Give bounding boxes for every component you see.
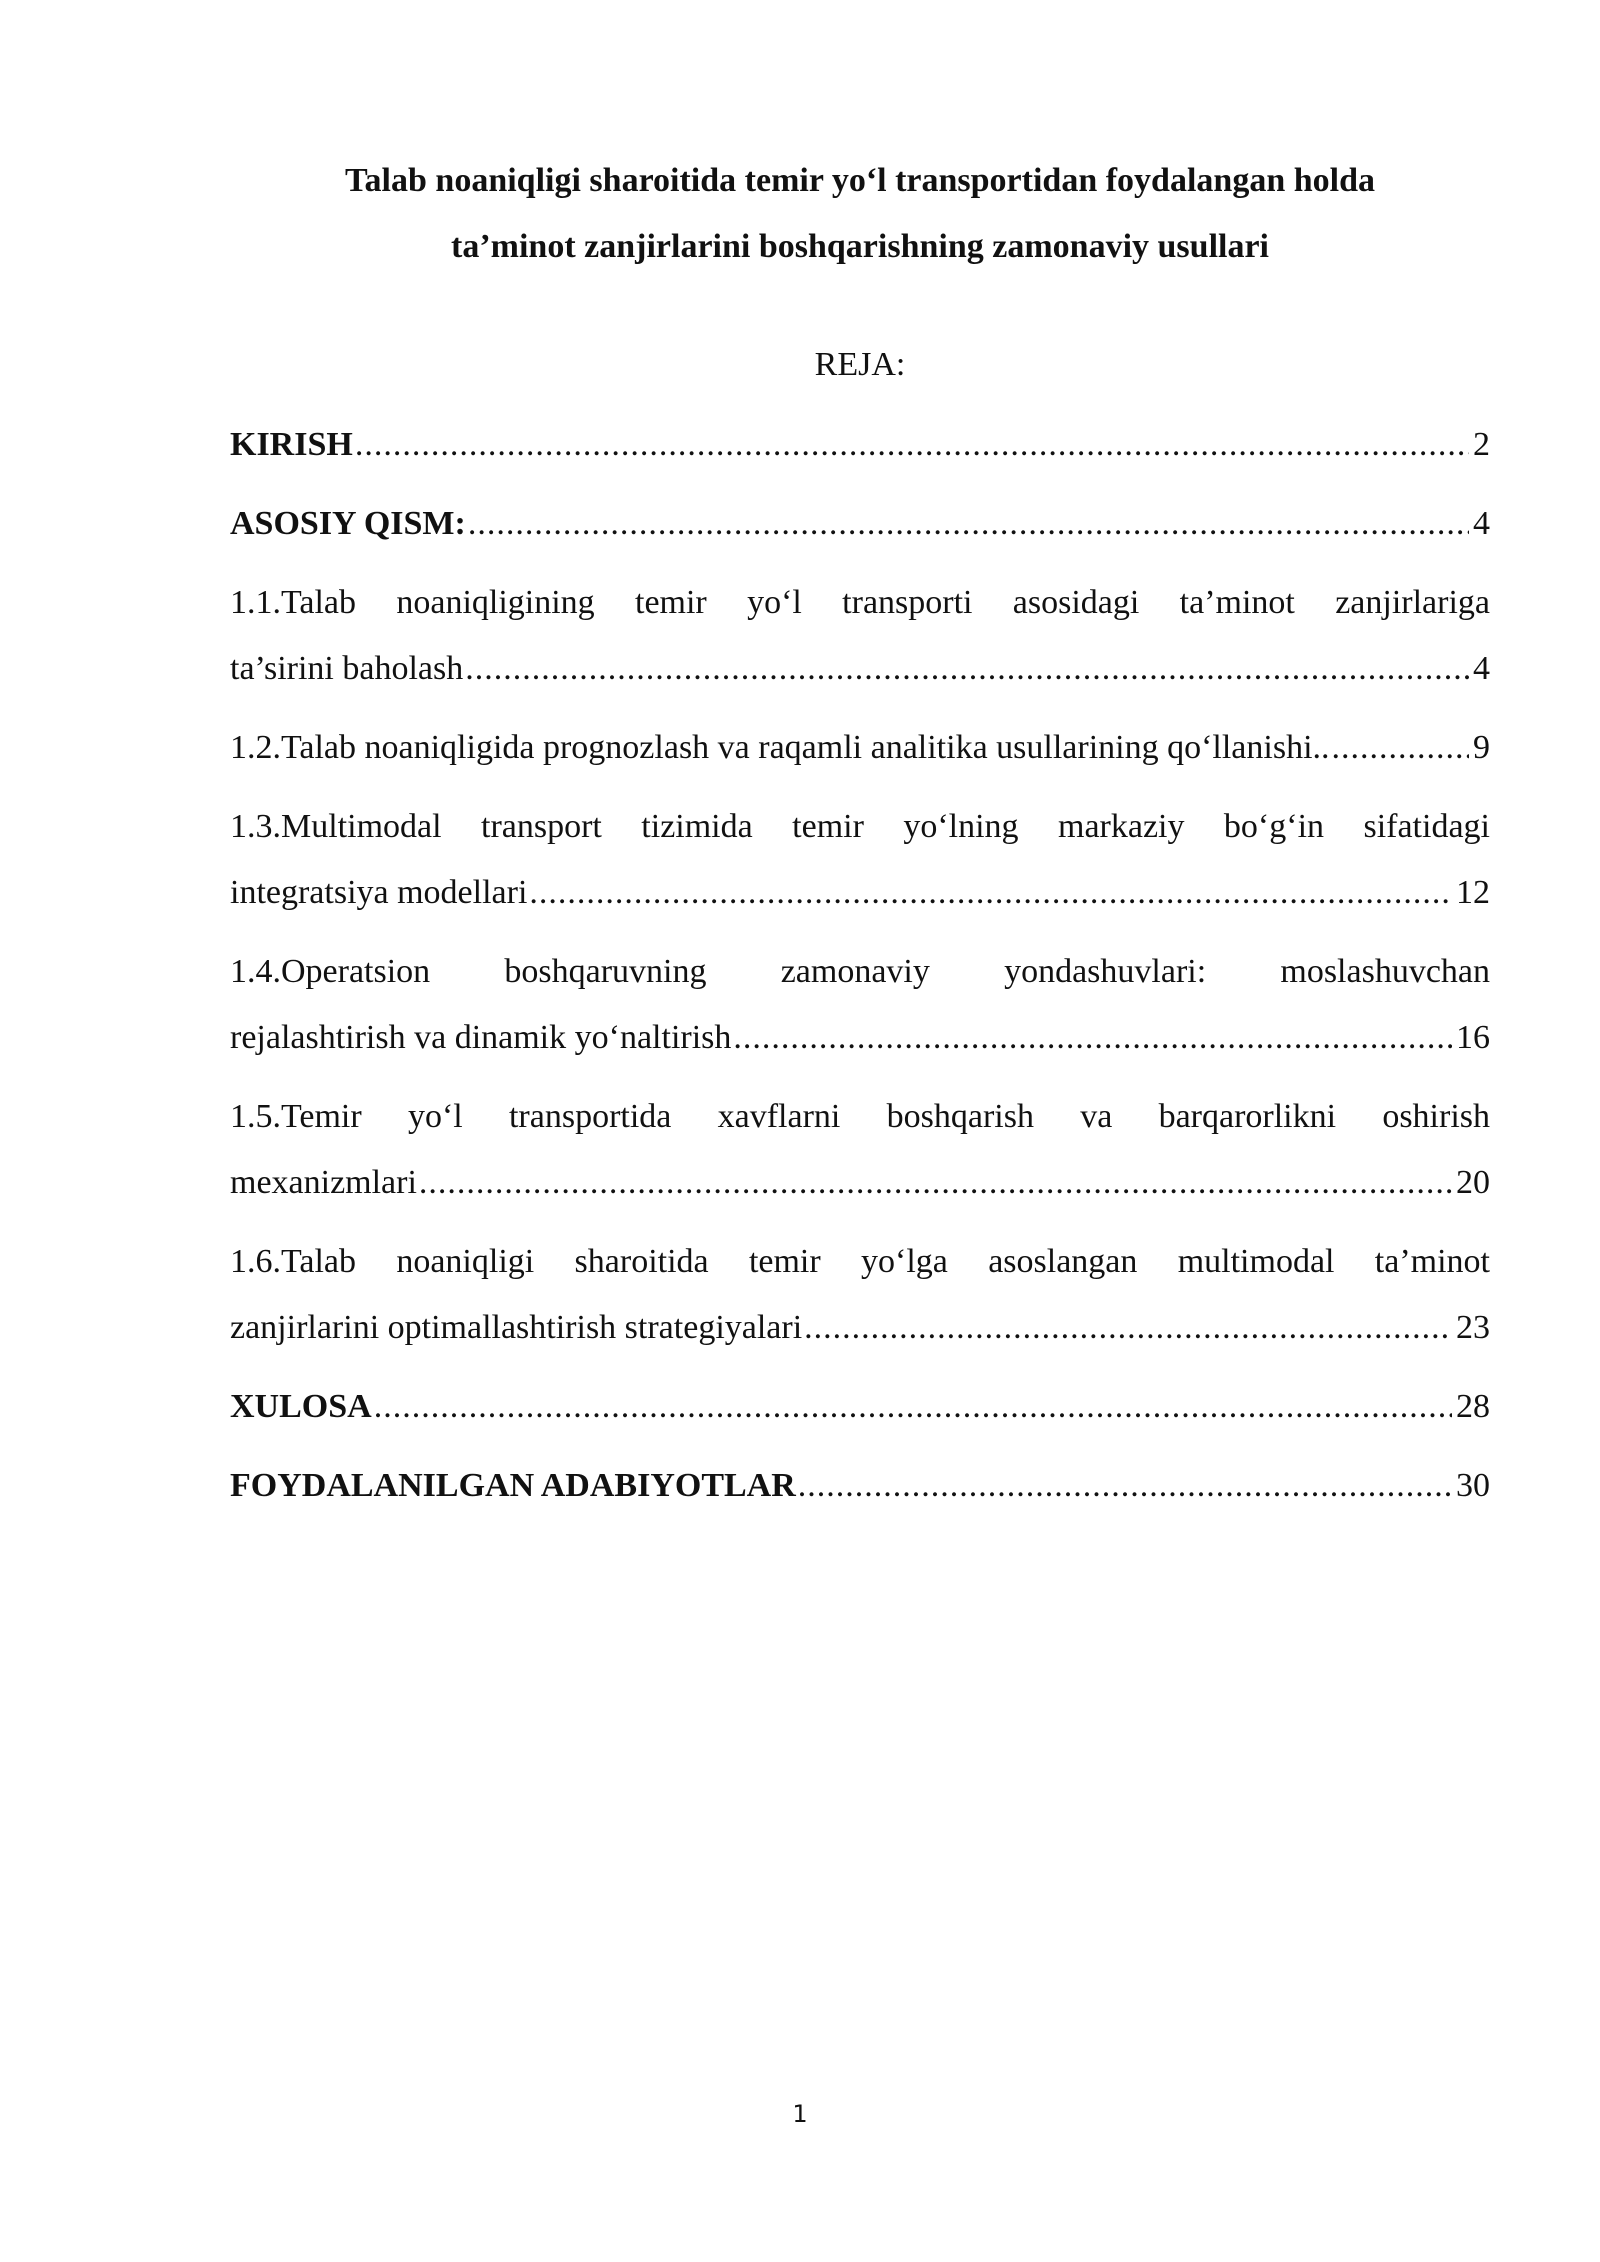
toc-label-line-2: zanjirlarini optimallashtirish strategiyalari (230, 1309, 803, 1346)
page-number: 1 (792, 2100, 808, 2128)
toc-label: 1.2.Talab noaniqligida prognozlash va raqamli analitika usullarining qo‘llanishi.. (230, 729, 1330, 766)
toc-entry-1-1[interactable] (230, 570, 1490, 702)
toc-page-number: 20 (1456, 1164, 1490, 1201)
toc-page-number: 4 (1473, 505, 1490, 542)
dot-leader (733, 1005, 1452, 1071)
toc-label-line-2: ta’sirini baholash (230, 650, 464, 687)
toc-label-line-2: mexanizmlari (230, 1164, 417, 1201)
toc-page-number: 12 (1456, 874, 1490, 911)
toc-page-number: 16 (1456, 1019, 1490, 1056)
dot-leader (419, 1150, 1452, 1216)
toc-label: FOYDALANILGAN ADABIYOTLAR (230, 1467, 796, 1504)
toc-page-number: 30 (1456, 1467, 1490, 1504)
toc-label: XULOSA (230, 1388, 372, 1425)
toc-label: KIRISH (230, 426, 353, 463)
toc-entry-asosiy-qism[interactable] (230, 491, 1490, 557)
toc-entry-adabiyotlar[interactable] (230, 1453, 1490, 1519)
title-line-2: ta’minot zanjirlarini boshqarishning zamonaviy usullari (451, 228, 1269, 265)
dot-leader (374, 1374, 1452, 1440)
dot-leader (1332, 715, 1469, 781)
toc-label: ASOSIY QISM: (230, 505, 466, 542)
dot-leader (804, 1295, 1452, 1361)
toc-page-number: 28 (1456, 1388, 1490, 1425)
toc-entry-1-2[interactable] (230, 715, 1490, 781)
toc-entry-kirish[interactable] (230, 412, 1490, 478)
toc-label-line-1: 1.1.Talab noaniqligining temir yo‘l transporti asosidagi ta’minot zanjirlariga (230, 584, 1490, 621)
toc-label-line-1: 1.6.Talab noaniqligi sharoitida temir yo‘lga asoslangan multimodal ta’minot (230, 1243, 1490, 1280)
toc-page-number: 9 (1473, 729, 1490, 766)
dot-leader (355, 412, 1469, 478)
dot-leader (468, 491, 1469, 557)
dot-leader (798, 1453, 1452, 1519)
document-title (230, 148, 1490, 280)
toc-entry-1-3[interactable] (230, 794, 1490, 926)
toc-entry-1-4[interactable] (230, 939, 1490, 1071)
toc-label-line-1: 1.4.Operatsion boshqaruvning zamonaviy yondashuvlari: moslashuvchan (230, 953, 1490, 990)
toc-page-number: 2 (1473, 426, 1490, 463)
toc-label-line-1: 1.3.Multimodal transport tizimida temir yo‘lning markaziy bo‘g‘in sifatidagi (230, 808, 1490, 845)
dot-leader (529, 860, 1452, 926)
toc-entry-xulosa[interactable] (230, 1374, 1490, 1440)
toc-entry-1-6[interactable] (230, 1229, 1490, 1361)
table-of-contents (230, 412, 1490, 1532)
dot-leader (465, 636, 1469, 702)
title-line-1: Talab noaniqligi sharoitida temir yo‘l transportidan foydalangan holda (345, 162, 1375, 199)
toc-page-number: 23 (1456, 1309, 1490, 1346)
toc-entry-1-5[interactable] (230, 1084, 1490, 1216)
toc-label-line-2: integratsiya modellari (230, 874, 528, 911)
plan-heading: REJA: (814, 346, 906, 383)
toc-page-number: 4 (1473, 650, 1490, 687)
toc-label-line-1: 1.5.Temir yo‘l transportida xavflarni boshqarish va barqarorlikni oshirish (230, 1098, 1490, 1135)
toc-label-line-2: rejalashtirish va dinamik yo‘naltirish (230, 1019, 732, 1056)
